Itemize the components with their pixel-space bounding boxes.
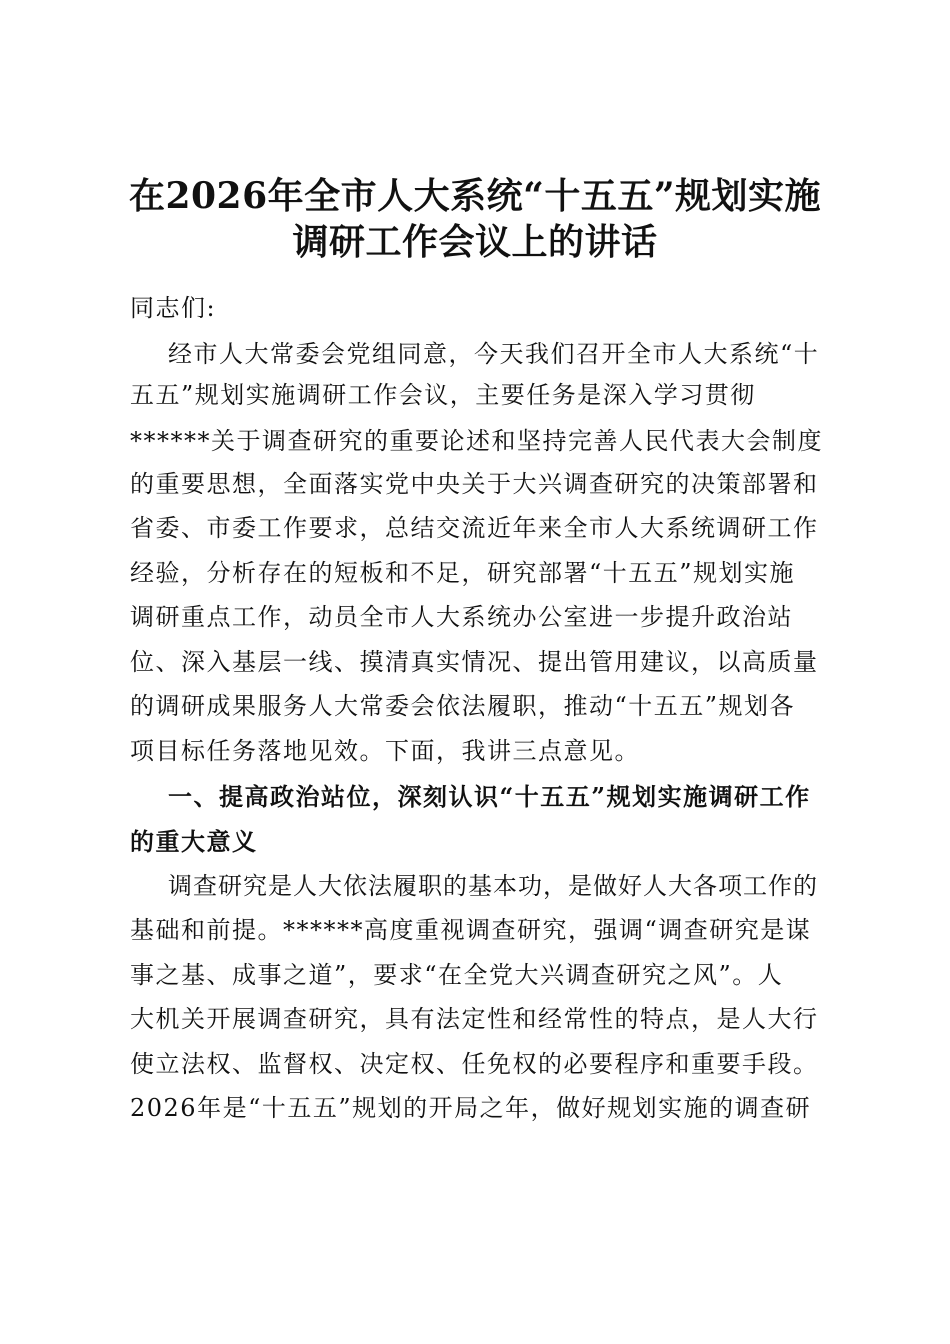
paragraph-2-line: 大机关开展调查研究，具有法定性和经常性的特点，是人大行 bbox=[130, 1005, 819, 1033]
paragraph-1-line: ******关于调查研究的重要论述和坚持完善人民代表大会制度 bbox=[130, 427, 823, 455]
paragraph-2-line: 调查研究是人大依法履职的基本功，是做好人大各项工作的 bbox=[168, 872, 818, 900]
paragraph-2-line: 使立法权、监督权、决定权、任免权的必要程序和重要手段。 bbox=[130, 1050, 819, 1078]
paragraph-2-line: 基础和前提。******高度重视调查研究，强调“调查研究是谋 bbox=[130, 916, 812, 944]
paragraph-1-line: 的调研成果服务人大常委会依法履职，推动“十五五”规划各 bbox=[130, 692, 796, 720]
paragraph-1-line: 项目标任务落地见效。下面，我讲三点意见。 bbox=[130, 737, 640, 765]
paragraph-1-line: 经验，分析存在的短板和不足，研究部署“十五五”规划实施 bbox=[130, 559, 796, 587]
paragraph-1-line: 经市人大常委会党组同意，今天我们召开全市人大系统“十 bbox=[168, 340, 820, 368]
paragraph-1-line: 五五”规划实施调研工作会议，主要任务是深入学习贯彻 bbox=[130, 381, 756, 409]
paragraph-2-line: 事之基、成事之道”，要求“在全党大兴调查研究之风”。人 bbox=[130, 961, 784, 989]
document-title-line-2: 调研工作会议上的讲话 bbox=[292, 221, 658, 263]
paragraph-1-line: 的重要思想，全面落实党中央关于大兴调查研究的决策部署和 bbox=[130, 470, 819, 498]
document-title-line-1: 在2026年全市人大系统“十五五”规划实施 bbox=[128, 175, 822, 217]
paragraph-1-line: 位、深入基层一线、摸清真实情况、提出管用建议，以高质量 bbox=[130, 648, 819, 676]
salutation: 同志们: bbox=[130, 294, 217, 322]
paragraph-1-line: 省委、市委工作要求，总结交流近年来全市人大系统调研工作 bbox=[130, 514, 819, 542]
paragraph-1-line: 调研重点工作，动员全市人大系统办公室进一步提升政治站 bbox=[130, 603, 793, 631]
paragraph-2-line: 2026年是“十五五”规划的开局之年，做好规划实施的调查研 bbox=[130, 1094, 812, 1122]
section-heading-1: 一、提高政治站位，深刻认识“十五五”规划实施调研工作 bbox=[168, 782, 811, 811]
section-heading-1-cont: 的重大意义 bbox=[130, 827, 258, 856]
